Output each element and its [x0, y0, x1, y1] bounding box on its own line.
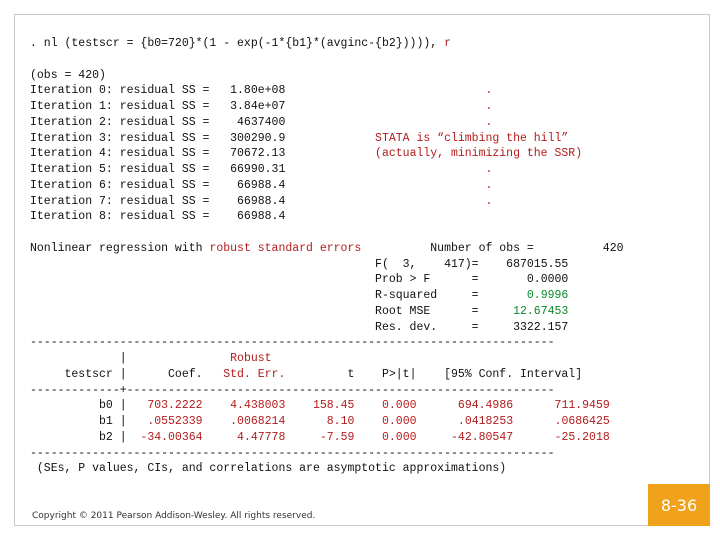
robust-label: robust standard errors — [209, 241, 362, 255]
stat-line: Prob > F = 0.0000 — [30, 273, 569, 287]
iteration-line — [30, 162, 650, 178]
table-header: testscr | Coef. Std. Err. t P>|t| [95% Conf. Interval] — [30, 367, 583, 381]
iteration-note: (actually, minimizing the SSR) — [285, 147, 583, 161]
stata-output — [30, 36, 650, 477]
stat-line: Root MSE = 12.67453 — [30, 304, 569, 318]
footnote: (SEs, P values, CIs, and correlations are asymptotic approximations) — [30, 462, 507, 476]
iteration-text: Iteration 7: residual SS = 66988.4 — [30, 194, 286, 208]
iteration-text: Iteration 6: residual SS = 66988.4 — [30, 178, 286, 192]
iteration-line — [30, 83, 650, 99]
iteration-note: . — [285, 178, 493, 192]
stat-value: 3322.157 — [499, 320, 569, 334]
table-header-robust: | Robust — [30, 352, 272, 365]
stat-value: 0.9996 — [499, 289, 569, 302]
blank-line — [30, 52, 650, 68]
stat-line: Res. dev. = 3322.157 — [30, 320, 569, 334]
iteration-text: Iteration 0: residual SS = 1.80e+08 — [30, 84, 286, 98]
iteration-line — [30, 146, 650, 162]
command-text: . nl (testscr = {b0=720}*(1 - exp(-1*{b1}*(avginc-{b2})))), — [30, 37, 445, 50]
table-row: b2 | -34.00364 4.47778 -7.59 0.000 -42.80547 -25.2018 — [30, 430, 610, 444]
iteration-note: . — [285, 84, 493, 98]
copyright-text: Copyright © 2011 Pearson Addison-Wesley. All rights reserved. — [32, 511, 316, 521]
iteration-note: STATA is “climbing the hill” — [285, 131, 569, 145]
robust-option: r — [444, 37, 451, 50]
stat-value: 687015.55 — [499, 257, 569, 271]
iteration-note: . — [285, 194, 493, 208]
obs-line: (obs = 420) — [30, 68, 106, 82]
iteration-line — [30, 99, 650, 115]
iteration-line — [30, 209, 650, 225]
iteration-line — [30, 178, 650, 194]
table-rule: -------------+-------------------------------------------------------------- — [30, 383, 555, 397]
table-row: b0 | 703.2222 4.438003 158.45 0.000 694.4986 711.9459 — [30, 399, 610, 413]
stat-value: 0.0000 — [499, 273, 569, 287]
table-row: b1 | .0552339 .0068214 8.10 0.000 .0418253 .0686425 — [30, 415, 610, 428]
iteration-text: Iteration 1: residual SS = 3.84e+07 — [30, 100, 286, 113]
stat-line: F( 3, 417)= 687015.55 — [30, 257, 569, 271]
blank-line — [30, 225, 650, 241]
iteration-text: Iteration 8: residual SS = 66988.4 — [30, 210, 286, 224]
stat-value: 12.67453 — [499, 304, 569, 318]
iteration-text: Iteration 4: residual SS = 70672.13 — [30, 147, 286, 161]
iteration-text: Iteration 2: residual SS = 4637400 — [30, 115, 286, 129]
iteration-line — [30, 194, 650, 210]
regression-title: Nonlinear regression with robust standard errors Number of obs = 420 — [30, 241, 624, 255]
iteration-note: . — [285, 163, 493, 176]
command-line — [30, 36, 650, 52]
iteration-line — [30, 131, 650, 147]
iteration-note: . — [285, 100, 493, 113]
table-rule: ---------------------------------------------------------------------------- — [30, 336, 555, 350]
stat-text: Number of obs = 420 — [361, 241, 624, 255]
iteration-text: Iteration 3: residual SS = 300290.9 — [30, 131, 286, 145]
table-rule: ---------------------------------------------------------------------------- — [30, 446, 555, 460]
iteration-note: . — [285, 115, 493, 129]
slide-number-badge: 8-36 — [648, 484, 710, 526]
iteration-text: Iteration 5: residual SS = 66990.31 — [30, 163, 286, 176]
stat-line: R-squared = 0.9996 — [30, 289, 569, 302]
iteration-line — [30, 115, 650, 131]
